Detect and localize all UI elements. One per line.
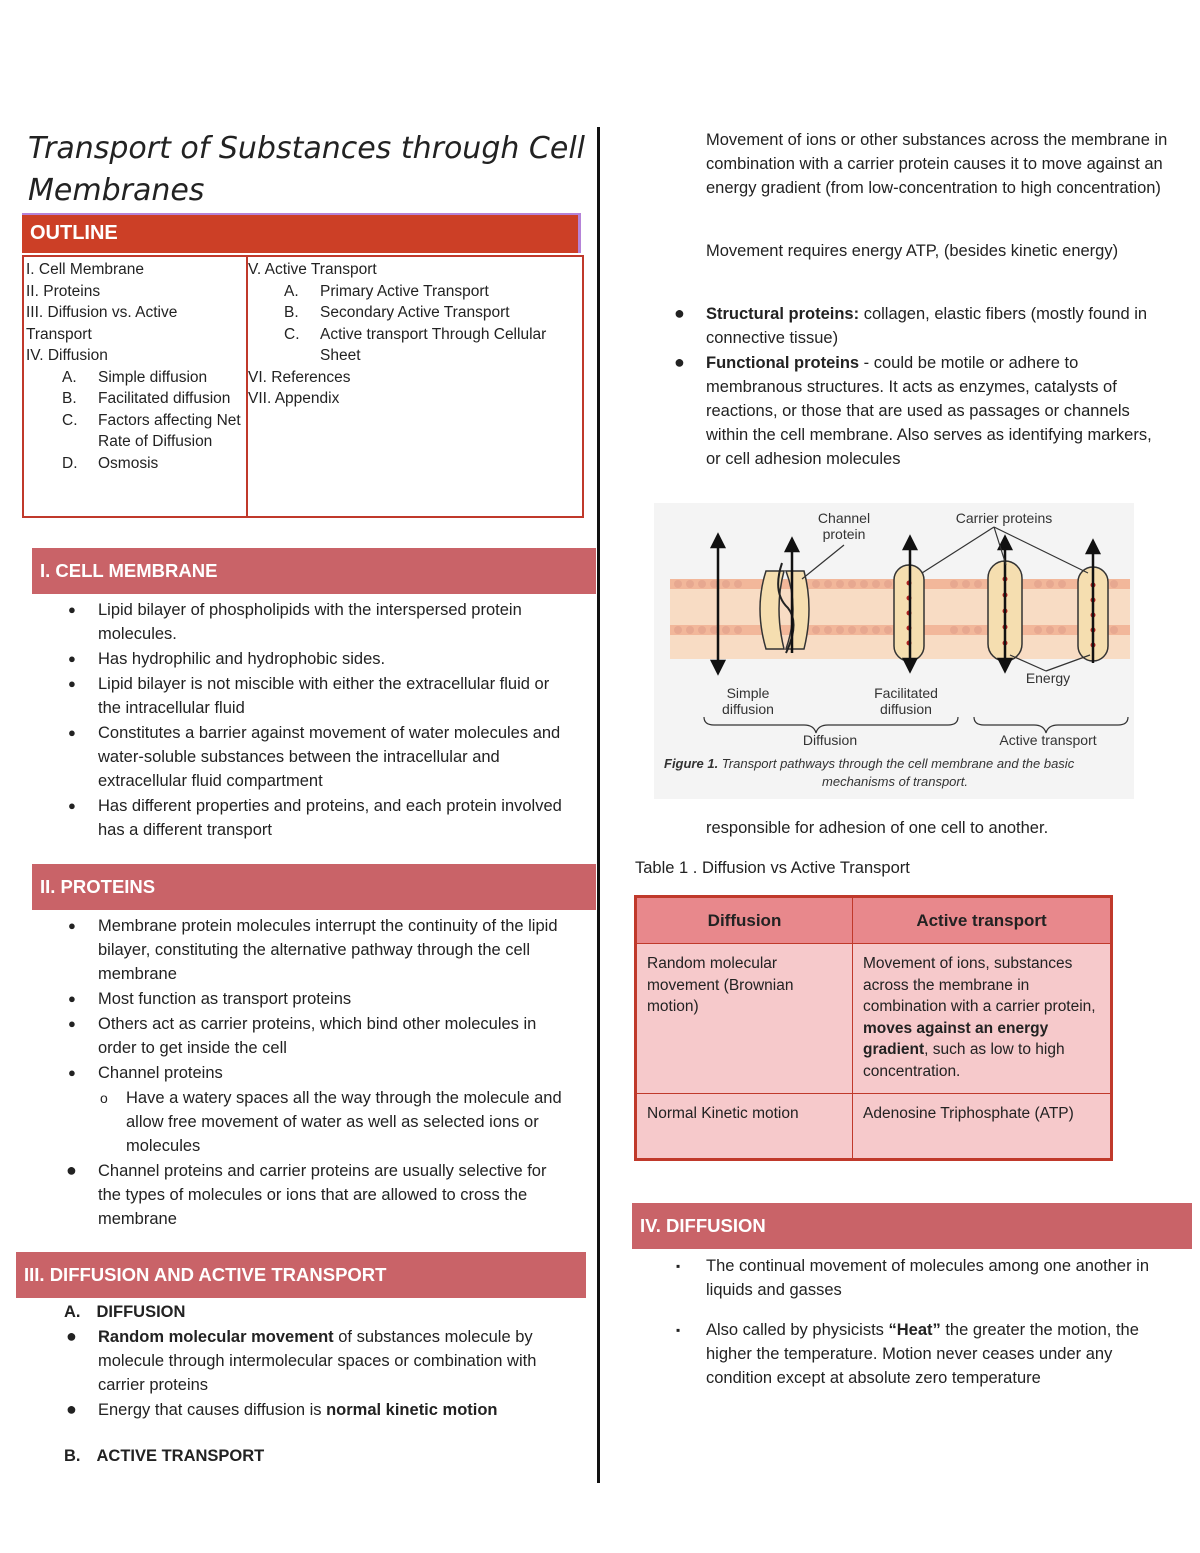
outline-subitem: D. Osmosis <box>62 454 159 472</box>
outline-item: VI. References <box>248 368 351 386</box>
list-item: ● Channel proteins <box>32 1061 572 1085</box>
membrane-diagram <box>654 503 1134 799</box>
list-item: ▪ The continual movement of molecules among one another in liquids and gasses <box>640 1254 1160 1302</box>
figure-caption-line-2: mechanisms of transport. <box>822 774 968 789</box>
outline-col-2 <box>246 257 578 516</box>
list-item: ● Others act as carrier proteins, which bind other molecules in order to get inside the cell <box>32 1012 572 1060</box>
figure-label-energy: Energy <box>1025 670 1071 686</box>
list-item: ● Has different properties and proteins, and each protein involved has a different transport <box>32 794 572 842</box>
cell-membrane-list <box>32 598 572 843</box>
outline-item: V. Active Transport <box>248 261 377 278</box>
list-item: ● Structural proteins: collagen, elastic fibers (mostly found in connective tissue) <box>640 302 1170 350</box>
column-divider <box>597 127 600 1483</box>
active-transport-paragraph: Movement of ions or other substances across the membrane in combination with a carrier protein causes it to move against an energy gradient (from low-concentration to high concentration) <box>706 131 1168 197</box>
membrane-transport-figure <box>654 503 1134 799</box>
outline-item: I. Cell Membrane <box>26 261 145 278</box>
diffusion-list <box>32 1325 572 1423</box>
outline-box <box>22 255 584 518</box>
list-item: ● Channel proteins and carrier proteins are usually selective for the types of molecules or ions that are allowed to cross the membrane <box>32 1159 572 1231</box>
outline-col-1 <box>26 259 242 474</box>
outline-heading: OUTLINE <box>22 213 581 253</box>
list-item: ● Lipid bilayer of phospholipids with the interspersed protein molecules. <box>32 598 572 646</box>
section-heading-proteins: II. PROTEINS <box>32 864 596 910</box>
subheading-active-transport: B. ACTIVE TRANSPORT <box>64 1447 265 1465</box>
section-heading-cell-membrane: I. CELL MEMBRANE <box>32 548 596 594</box>
list-item: ▪ Also called by physicists “Heat” the greater the motion, the higher the temperature. Motion never ceases under any condition except at absolute zero temperature <box>640 1318 1160 1390</box>
figure-label-simple-2: diffusion <box>722 701 774 717</box>
outline-item: IV. Diffusion <box>26 347 108 364</box>
comparison-table <box>634 895 1113 1161</box>
section-heading-diffusion-active: III. DIFFUSION AND ACTIVE TRANSPORT <box>16 1252 586 1298</box>
protein-types-list <box>640 302 1170 472</box>
list-item: ● Random molecular movement of substances molecule by molecule through intermolecular spaces or combination with carrier proteins <box>32 1325 572 1397</box>
figure-caption-line-1: Figure 1. Transport pathways through the cell membrane and the basic <box>664 756 1075 771</box>
outline-subitem: B. Secondary Active Transport <box>284 304 510 321</box>
table-cell: Random molecular movement (Brownian motion) <box>637 944 853 1094</box>
list-item: ● Most function as transport proteins <box>32 987 572 1011</box>
list-item: ● Membrane protein molecules interrupt the continuity of the lipid bilayer, constituting the alternative pathway through the cell membrane <box>32 914 572 986</box>
page-title: Transport of Substances through Cell Membranes <box>28 131 585 208</box>
figure-label-channel-2: protein <box>822 526 866 542</box>
list-item: ● Lipid bilayer is not miscible with either the extracellular fluid or the intracellular fluid <box>32 672 572 720</box>
list-item: ● Has hydrophilic and hydrophobic sides. <box>32 647 572 671</box>
energy-paragraph: Movement requires energy ATP, (besides kinetic energy) <box>706 242 1119 260</box>
list-item: ● Functional proteins - could be motile or adhere to membranous structures. It acts as enzymes, catalysts of reactions, or those that are used as passages or channels within the cell membrane. Also serves as identifying markers, or cell adhesion molecules <box>640 351 1170 471</box>
figure-label-facilitated: Facilitated <box>874 685 938 701</box>
diffusion-definition-list <box>640 1254 1160 1391</box>
table-cell: Normal Kinetic motion <box>637 1094 853 1159</box>
outline-item: II. Proteins <box>26 282 101 300</box>
outline-subitem: C. Factors affecting Net Rate of Diffusion <box>62 411 241 450</box>
outline-item: III. Diffusion vs. Active Transport <box>26 304 178 343</box>
table-caption: Table 1 . Diffusion vs Active Transport <box>635 859 910 877</box>
section-heading-diffusion: IV. DIFFUSION <box>632 1203 1192 1249</box>
table-header: Diffusion <box>637 898 853 944</box>
table-cell: Movement of ions, substances across the membrane in combination with a carrier protein, moves against an energy gradient, such as low to high concentration. <box>853 944 1111 1094</box>
adhesion-paragraph: responsible for adhesion of one cell to another. <box>706 819 1049 837</box>
proteins-list <box>32 914 572 1232</box>
table-cell: Adenosine Triphosphate (ATP) <box>853 1094 1111 1159</box>
figure-label-carrier: Carrier proteins <box>955 510 1053 526</box>
outline-subitem: A. Simple diffusion <box>62 368 208 386</box>
table-header: Active transport <box>853 898 1111 944</box>
figure-label-simple: Simple <box>726 685 770 701</box>
list-item: ● Energy that causes diffusion is normal kinetic motion <box>32 1398 572 1422</box>
outline-subitem: A. Primary Active Transport <box>284 282 489 300</box>
subheading-diffusion: A. DIFFUSION <box>64 1303 186 1321</box>
figure-label-channel: Channel <box>817 510 871 526</box>
outline-subitem: C. Active transport Through Cellular Sheet <box>284 325 547 364</box>
outline-subitem: B. Facilitated diffusion <box>62 390 231 407</box>
figure-label-facilitated-2: diffusion <box>880 701 932 717</box>
figure-label-diffusion: Diffusion <box>802 732 858 748</box>
list-item: ● Constitutes a barrier against movement of water molecules and water-soluble substances between the intracellular and extracellular fluid compartment <box>32 721 572 793</box>
outline-item: VII. Appendix <box>248 390 340 407</box>
list-subitem: o Have a watery spaces all the way through the molecule and allow free movement of water as well as selected ions or molecules <box>32 1086 572 1158</box>
figure-label-active: Active transport <box>999 732 1097 748</box>
